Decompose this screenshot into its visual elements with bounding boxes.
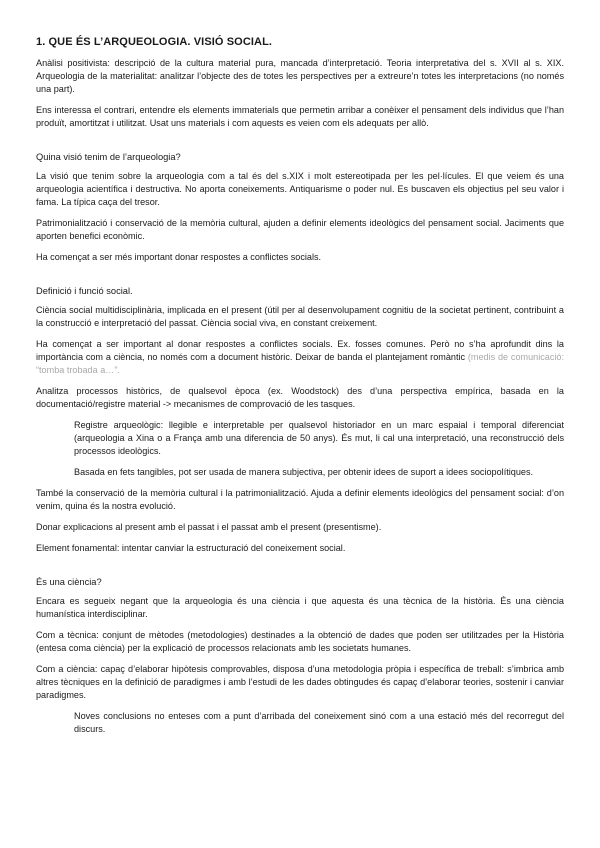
section-heading-definition: Definició i funció social. <box>36 286 133 296</box>
section-heading-vision: Quina visió tenim de l’arqueologia? <box>36 152 181 162</box>
vision-paragraph-3: Ha començat a ser més important donar respostes a conflictes socials. <box>36 252 322 262</box>
science-paragraph-1: Encara es segueix negant que la arqueologia és una ciència i que aquesta és una tècnica de la història. És una ciència humanística interdisciplinar. <box>36 596 564 619</box>
document-body <box>36 36 564 744</box>
definition-paragraph-4: Registre arqueològic: llegible e interpretable per qualsevol historiador en un marc espaial i temporal diferenciat (arqueologia a Xina o a França amb una diferencia de 50 anys). És mut, li cal una interpretació, una reconstrucció dels processos ideològics. <box>74 420 564 456</box>
definition-paragraph-2-text: Ha començat a ser important al donar respostes a conflictes socials. Ex. fosses comunes. Però no s’ha aprofundit dins la importància com a ciència, no només com a document històric. Deixar de banda el plantejament romàntic <box>36 339 564 362</box>
document-title: 1. QUE ÉS L’ARQUEOLOGIA. VISIÓ SOCIAL. <box>36 36 273 48</box>
definition-paragraph-7: Donar explicacions al present amb el passat i el passat amb el present (presentisme). <box>36 522 382 532</box>
definition-paragraph-1: Ciència social multidisciplinària, implicada en el present (útil per al desenvolupament cognitiu de la societat pertinent, contribuint a la construcció e interpretació del passat. Ciència social viva, en constant creixement. <box>36 305 564 328</box>
definition-paragraph-5: Basada en fets tangibles, pot ser usada de manera subjectiva, per obtenir idees de suport a idees sociopolítiques. <box>74 467 534 477</box>
vision-paragraph-2: Patrimonialització i conservació de la memòria cultural, ajuden a definir elements ideològics del pensament social. Jaciments que aporten benefici econòmic. <box>36 218 564 241</box>
definition-paragraph-6: També la conservació de la memòria cultural i la patrimonialització. Ajuda a definir elements ideològics del pensament social: d’on venim, quina és la nostra evolució. <box>36 488 564 511</box>
definition-paragraph-3: Analitza processos històrics, de qualsevol època (ex. Woodstock) des d’una perspectiva empírica, basada en la documentació/registre material -> mecanismes de comprovació de les tasques. <box>36 386 564 409</box>
intro-paragraph-2: Ens interessa el contrari, entendre els elements immaterials que permetin arribar a conèixer el pensament dels individus que l’han produït, amortitzat i utilitzat. Usat uns materials i com aquests es veien com els adequats per allò. <box>36 105 564 128</box>
science-paragraph-3: Com a ciència: capaç d’elaborar hipòtesis comprovables, disposa d’una metodologia pròpia i específica de treball: s’imbrica amb altres tècniques en la definició de paradigmes i amb l’estudi de les dades obtingudes és capaç d’elaborar teories, sostenir i canviar paradigmes. <box>36 664 564 700</box>
definition-paragraph-8: Element fonamental: intentar canviar la estructuració del coneixement social. <box>36 543 346 553</box>
vision-paragraph-1: La visió que tenim sobre la arqueologia com a tal és del s.XIX i molt estereotipada per les pel·lícules. El que veiem és una arqueologia acientífica i destructiva. No aporta coneixements. Antiquarisme o poder nul. Es buscaven els objectius pel seu valor i fama. La típica caça del tresor. <box>36 171 564 207</box>
definition-paragraph-2 <box>36 338 564 377</box>
intro-paragraph-1: Anàlisi positivista: descripció de la cultura material pura, mancada d’interpretació. Teoria interpretativa del s. XVII al s. XIX. Arqueologia de la materialitat: analitzar l’objecte des de totes les perspectives per a extreure’n totes les interpretacions (no només una part). <box>36 58 564 94</box>
media-note: (medis de comunicació: “tomba trobada a…”. <box>36 352 564 375</box>
science-paragraph-2: Com a tècnica: conjunt de mètodes (metodologies) destinades a la obtenció de dades que poden ser utilitzades per la Història (entesa coma ciència) per la explicació de processos relacionats amb les societats humanes. <box>36 630 564 653</box>
section-heading-science: És una ciència? <box>36 577 102 587</box>
science-paragraph-4: Noves conclusions no enteses com a punt d’arribada del coneixement sinó com a una estació més del recorregut del discurs. <box>74 711 564 734</box>
